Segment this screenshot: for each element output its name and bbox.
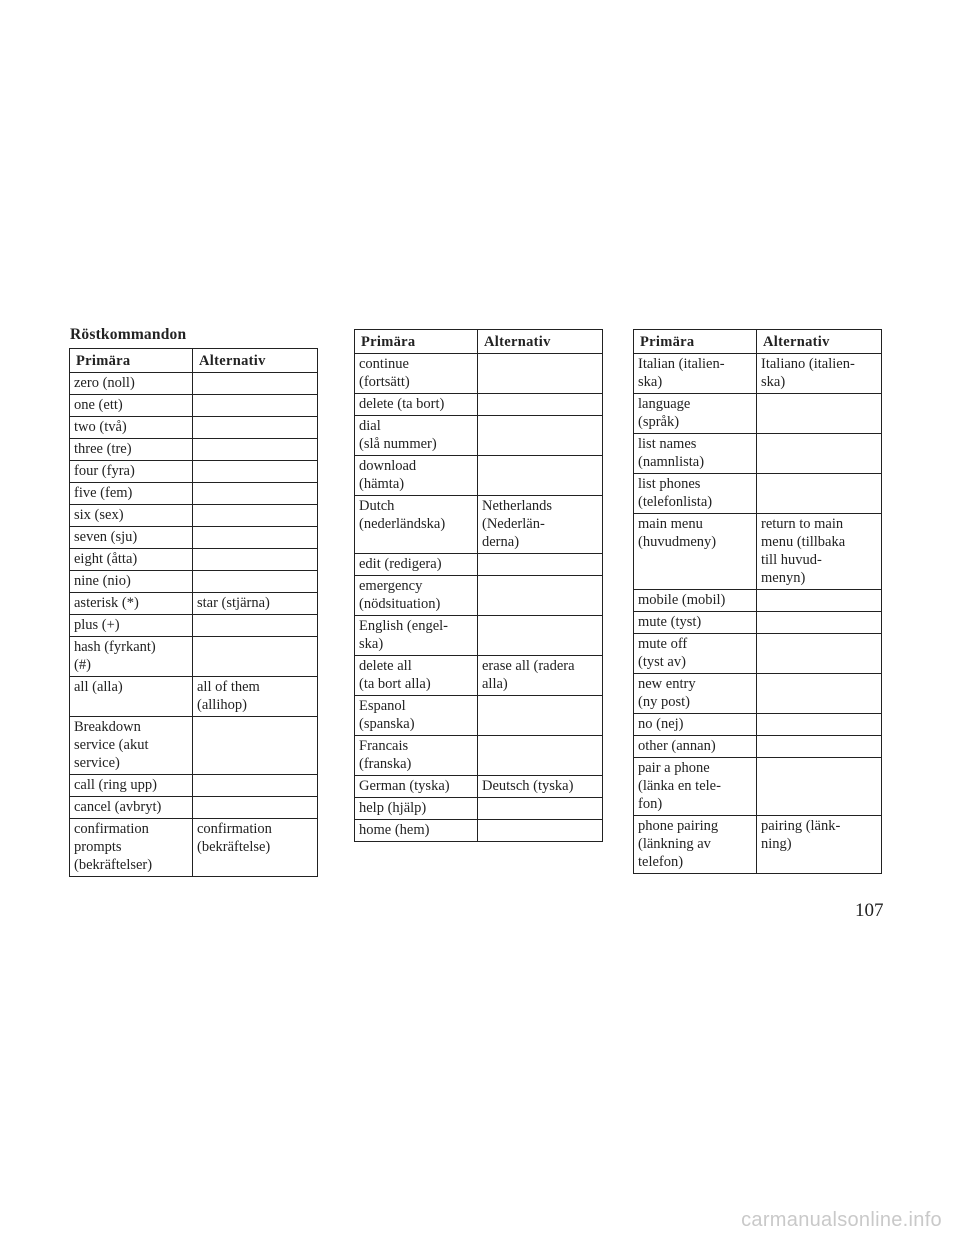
primary-command-cell: [70, 571, 193, 593]
primary-command-text: delete all (ta bort alla): [359, 658, 431, 692]
primary-command-text: download (hämta): [359, 458, 417, 492]
table-row: [634, 514, 882, 590]
alternative-command-cell: [478, 736, 603, 776]
primary-command-text: list phones (telefonlista): [638, 476, 713, 510]
primary-command-text: cancel (avbryt): [74, 799, 162, 815]
primary-command-text: zero (noll): [74, 375, 135, 391]
table-row: [70, 461, 318, 483]
primary-command-text: asterisk (*): [74, 595, 139, 611]
primary-command-text: eight (åtta): [74, 551, 138, 567]
table-header-row: [634, 330, 882, 354]
primary-command-cell: [70, 677, 193, 717]
table-row: [70, 571, 318, 593]
primary-command-text: German (tyska): [359, 778, 450, 794]
alternative-command-cell: [478, 776, 603, 798]
table-row: [70, 615, 318, 637]
table-row: [634, 394, 882, 434]
table-row: [634, 474, 882, 514]
table-row: [355, 776, 603, 798]
primary-command-text: continue (fortsätt): [359, 356, 410, 390]
voice-command-table-2: [354, 329, 603, 842]
primary-command-text: six (sex): [74, 507, 124, 523]
primary-command-text: two (två): [74, 419, 127, 435]
alternative-command-cell: [478, 576, 603, 616]
primary-command-text: Espanol (spanska): [359, 698, 415, 732]
primary-command-text: edit (redigera): [359, 556, 442, 572]
table-row: [70, 439, 318, 461]
primary-command-text: English (engel- ska): [359, 618, 448, 652]
primary-command-cell: [634, 736, 757, 758]
primary-command-cell: [355, 656, 478, 696]
primary-command-text: mute off (tyst av): [638, 636, 688, 670]
table-row: [634, 674, 882, 714]
table-row: [70, 717, 318, 775]
primary-command-text: Francais (franska): [359, 738, 412, 772]
alternative-command-cell: [478, 554, 603, 576]
primary-command-cell: [355, 354, 478, 394]
watermark: carmanualsonline.info: [741, 1209, 942, 1231]
primary-command-text: Dutch (nederländska): [359, 498, 446, 532]
table-row: [70, 527, 318, 549]
primary-command-cell: [634, 758, 757, 816]
alternative-command-cell: [757, 736, 882, 758]
primary-command-text: Italian (italien- ska): [638, 356, 725, 390]
primary-command-text: Breakdown service (akut service): [74, 719, 149, 771]
table-row: [70, 505, 318, 527]
alternative-command-cell: [193, 717, 318, 775]
primary-command-text: four (fyra): [74, 463, 135, 479]
primary-command-text: call (ring upp): [74, 777, 157, 793]
primary-command-cell: [70, 461, 193, 483]
table-row: [355, 616, 603, 656]
primary-command-cell: [634, 634, 757, 674]
alternative-command-cell: [193, 677, 318, 717]
primary-command-cell: [355, 798, 478, 820]
table-header-row: [70, 349, 318, 373]
alternative-command-cell: [478, 354, 603, 394]
primary-command-text: mute (tyst): [638, 614, 702, 630]
primary-command-cell: [634, 474, 757, 514]
alternative-command-cell: [478, 798, 603, 820]
primary-command-cell: [70, 395, 193, 417]
alternative-command-cell: [193, 637, 318, 677]
alternative-command-cell: [193, 571, 318, 593]
primary-command-cell: [70, 483, 193, 505]
column-header-alternative: Alternativ: [478, 330, 603, 354]
alternative-command-cell: [193, 593, 318, 615]
alternative-command-cell: [193, 395, 318, 417]
primary-command-cell: [634, 590, 757, 612]
table-row: [355, 656, 603, 696]
voice-command-table-1: [69, 348, 318, 877]
table-row: [634, 714, 882, 736]
alternative-command-cell: [757, 354, 882, 394]
primary-command-text: mobile (mobil): [638, 592, 726, 608]
table-row: [355, 416, 603, 456]
alternative-command-text: Netherlands (Nederlän- derna): [482, 498, 553, 550]
alternative-command-cell: [193, 615, 318, 637]
table-row: [70, 549, 318, 571]
alternative-command-cell: [757, 612, 882, 634]
primary-command-text: new entry (ny post): [638, 676, 696, 710]
table-row: [634, 590, 882, 612]
primary-command-text: pair a phone (länka en tele- fon): [638, 760, 721, 812]
alternative-command-text: Italiano (italien- ska): [761, 356, 855, 390]
alternative-command-cell: [193, 505, 318, 527]
primary-command-cell: [634, 514, 757, 590]
primary-command-text: plus (+): [74, 617, 120, 633]
table-row: [634, 736, 882, 758]
primary-command-text: one (ett): [74, 397, 123, 413]
primary-command-text: seven (sju): [74, 529, 138, 545]
primary-command-text: all (alla): [74, 679, 123, 695]
primary-command-cell: [355, 736, 478, 776]
alternative-command-cell: [757, 674, 882, 714]
table-row: [355, 696, 603, 736]
table-row: [70, 395, 318, 417]
table-row: [355, 798, 603, 820]
primary-command-text: help (hjälp): [359, 800, 427, 816]
primary-command-text: list names (namnlista): [638, 436, 705, 470]
primary-command-cell: [355, 820, 478, 842]
primary-command-text: dial (slå nummer): [359, 418, 437, 452]
table-row: [70, 417, 318, 439]
primary-command-cell: [355, 776, 478, 798]
primary-command-text: phone pairing (länkning av telefon): [638, 818, 719, 870]
alternative-command-cell: [478, 456, 603, 496]
primary-command-cell: [70, 775, 193, 797]
section-title: Röstkommandon: [70, 326, 187, 343]
alternative-command-cell: [478, 394, 603, 416]
primary-command-cell: [70, 549, 193, 571]
primary-command-cell: [70, 637, 193, 677]
table-row: [634, 816, 882, 874]
primary-command-cell: [70, 615, 193, 637]
alternative-command-cell: [757, 434, 882, 474]
table-row: [70, 677, 318, 717]
alternative-command-cell: [757, 634, 882, 674]
column-header-alternative: Alternativ: [193, 349, 318, 373]
alternative-command-cell: [757, 474, 882, 514]
primary-command-cell: [634, 612, 757, 634]
alternative-command-cell: [478, 416, 603, 456]
primary-command-cell: [70, 373, 193, 395]
alternative-command-cell: [193, 775, 318, 797]
primary-command-cell: [634, 714, 757, 736]
alternative-command-text: all of them (allihop): [197, 679, 260, 713]
alternative-command-cell: [193, 549, 318, 571]
alternative-command-cell: [193, 527, 318, 549]
voice-command-table-3: [633, 329, 882, 874]
table-row: [70, 483, 318, 505]
primary-command-cell: [70, 417, 193, 439]
primary-command-text: emergency (nödsituation): [359, 578, 441, 612]
alternative-command-cell: [478, 820, 603, 842]
primary-command-cell: [634, 674, 757, 714]
alternative-command-cell: [478, 496, 603, 554]
table-row: [355, 456, 603, 496]
column-header-alternative: Alternativ: [757, 330, 882, 354]
primary-command-cell: [70, 819, 193, 877]
primary-command-cell: [70, 505, 193, 527]
alternative-command-cell: [193, 373, 318, 395]
table-row: [634, 612, 882, 634]
table-row: [355, 496, 603, 554]
table-row: [70, 593, 318, 615]
primary-command-text: no (nej): [638, 716, 684, 732]
alternative-command-cell: [757, 394, 882, 434]
alternative-command-cell: [193, 439, 318, 461]
alternative-command-cell: [757, 816, 882, 874]
primary-command-text: nine (nio): [74, 573, 131, 589]
primary-command-cell: [355, 696, 478, 736]
alternative-command-cell: [193, 483, 318, 505]
primary-command-cell: [70, 717, 193, 775]
primary-command-text: main menu (huvudmeny): [638, 516, 717, 550]
primary-command-cell: [70, 527, 193, 549]
column-header-primary: Primära: [355, 330, 478, 354]
alternative-command-cell: [757, 758, 882, 816]
alternative-command-cell: [478, 656, 603, 696]
primary-command-text: confirmation prompts (bekräftelser): [74, 821, 153, 873]
primary-command-cell: [355, 496, 478, 554]
column-header-primary: Primära: [634, 330, 757, 354]
alternative-command-text: return to main menu (tillbaka till huvud- menyn): [761, 516, 846, 586]
table-row: [70, 637, 318, 677]
alternative-command-cell: [757, 714, 882, 736]
table-row: [70, 819, 318, 877]
alternative-command-cell: [757, 514, 882, 590]
table-row: [70, 797, 318, 819]
primary-command-cell: [634, 434, 757, 474]
primary-command-text: five (fem): [74, 485, 133, 501]
primary-command-cell: [355, 576, 478, 616]
primary-command-cell: [355, 394, 478, 416]
primary-command-cell: [355, 616, 478, 656]
primary-command-cell: [634, 354, 757, 394]
table-row: [355, 554, 603, 576]
primary-command-cell: [355, 456, 478, 496]
table-row: [634, 434, 882, 474]
alternative-command-cell: [193, 417, 318, 439]
alternative-command-text: pairing (länk- ning): [761, 818, 841, 852]
primary-command-cell: [355, 554, 478, 576]
primary-command-cell: [634, 816, 757, 874]
primary-command-text: hash (fyrkant) (#): [74, 639, 156, 673]
primary-command-cell: [70, 797, 193, 819]
primary-command-text: delete (ta bort): [359, 396, 445, 412]
alternative-command-text: Deutsch (tyska): [482, 778, 574, 794]
table-row: [355, 394, 603, 416]
table-row: [355, 736, 603, 776]
primary-command-text: other (annan): [638, 738, 716, 754]
table-header-row: [355, 330, 603, 354]
page-number: 107: [855, 900, 884, 921]
table-row: [70, 775, 318, 797]
primary-command-text: home (hem): [359, 822, 430, 838]
alternative-command-cell: [478, 616, 603, 656]
table-row: [355, 820, 603, 842]
primary-command-cell: [634, 394, 757, 434]
alternative-command-cell: [757, 590, 882, 612]
alternative-command-cell: [193, 797, 318, 819]
column-header-primary: Primära: [70, 349, 193, 373]
primary-command-text: three (tre): [74, 441, 132, 457]
table-row: [634, 634, 882, 674]
alternative-command-text: star (stjärna): [197, 595, 270, 611]
alternative-command-text: erase all (radera alla): [482, 658, 575, 692]
table-row: [355, 354, 603, 394]
table-row: [634, 354, 882, 394]
table-row: [355, 576, 603, 616]
primary-command-cell: [70, 593, 193, 615]
alternative-command-text: confirmation (bekräftelse): [197, 821, 272, 855]
alternative-command-cell: [193, 461, 318, 483]
primary-command-text: language (språk): [638, 396, 691, 430]
table-row: [634, 758, 882, 816]
table-row: [70, 373, 318, 395]
alternative-command-cell: [193, 819, 318, 877]
primary-command-cell: [70, 439, 193, 461]
alternative-command-cell: [478, 696, 603, 736]
primary-command-cell: [355, 416, 478, 456]
